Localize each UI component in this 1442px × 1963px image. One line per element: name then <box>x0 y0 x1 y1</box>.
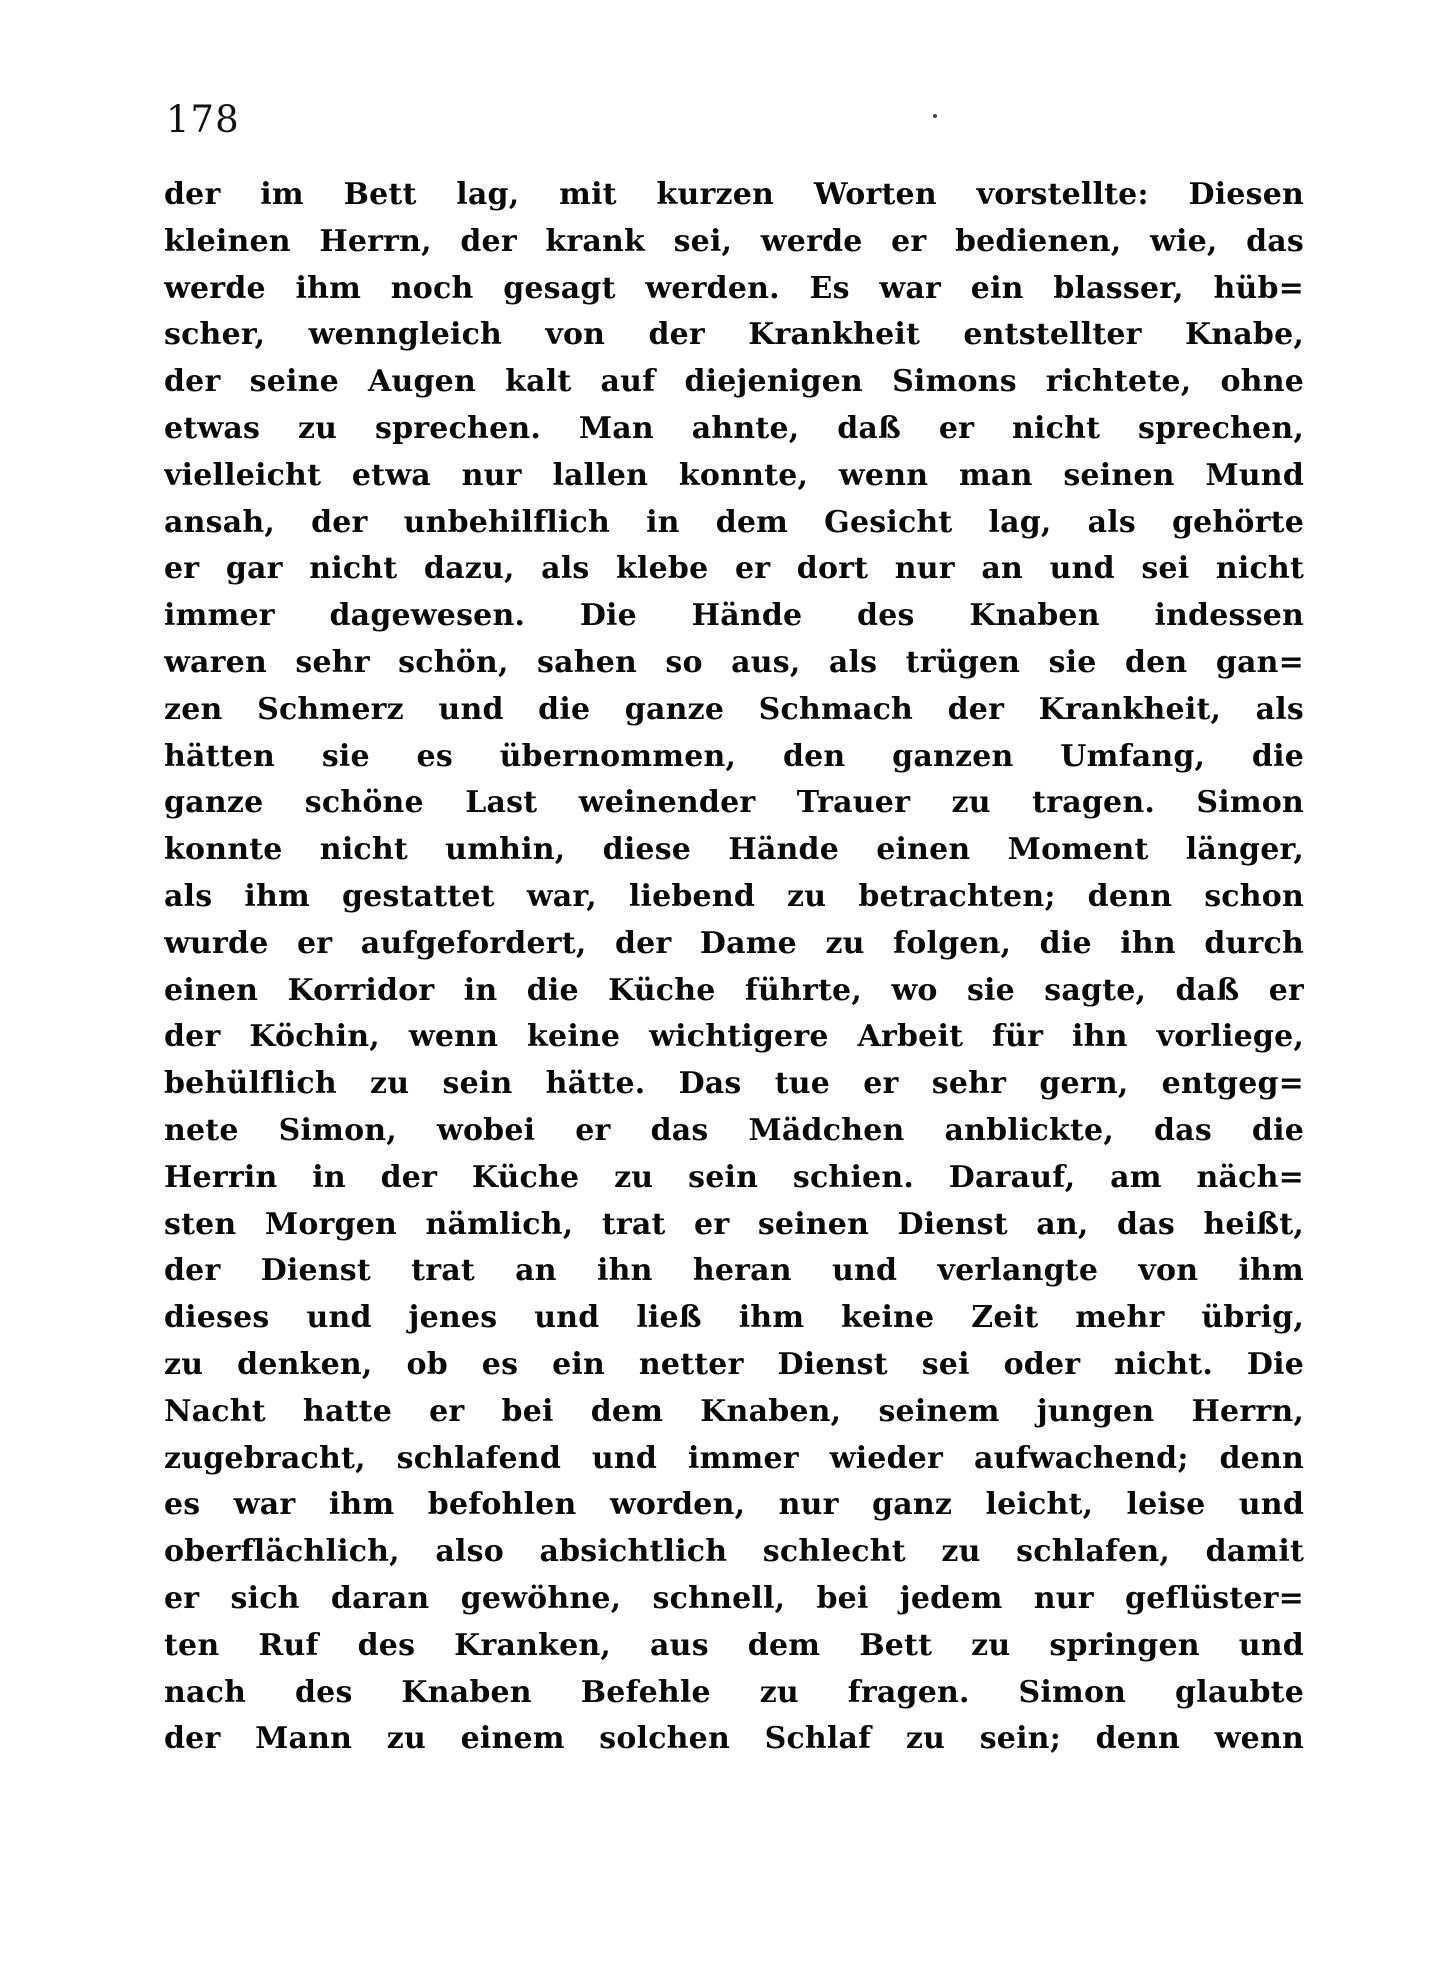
text-line: der Mann zu einem solchen Schlaf zu sein; denn wenn <box>164 1721 1304 1757</box>
text-line: einen Korridor in die Küche führte, wo sie sagte, daß er <box>164 972 1304 1008</box>
text-line: ansah, der unbehilflich in dem Gesicht lag, als gehörte <box>164 504 1304 540</box>
text-line: waren sehr schön, sahen so aus, als trügen sie den gan= <box>164 644 1304 680</box>
text-line: vielleicht etwa nur lallen konnte, wenn man seinen Mund <box>164 457 1304 493</box>
text-line: werde ihm noch gesagt werden. Es war ein blasser, hüb= <box>164 270 1304 306</box>
text-line: ten Ruf des Kranken, aus dem Bett zu springen und <box>164 1627 1304 1663</box>
text-line: Nacht hatte er bei dem Knaben, seinem jungen Herrn, <box>164 1393 1304 1429</box>
text-line: hätten sie es übernommen, den ganzen Umfang, die <box>164 738 1304 774</box>
text-line: zu denken, ob es ein netter Dienst sei oder nicht. Die <box>164 1346 1304 1382</box>
text-line: immer dagewesen. Die Hände des Knaben indessen <box>164 598 1304 634</box>
text-line: ganze schöne Last weinender Trauer zu tragen. Simon <box>164 785 1304 821</box>
text-line: Herrin in der Küche zu sein schien. Darauf, am näch= <box>164 1159 1304 1195</box>
text-line: der seine Augen kalt auf diejenigen Simons richtete, ohne <box>164 364 1304 400</box>
text-line: der Köchin, wenn keine wichtigere Arbeit für ihn vorliege, <box>164 1019 1304 1055</box>
text-line: nach des Knaben Befehle zu fragen. Simon glaubte <box>164 1674 1304 1710</box>
text-line: zugebracht, schlafend und immer wieder aufwachend; denn <box>164 1440 1304 1476</box>
text-line: scher, wenngleich von der Krankheit entstellter Knabe, <box>164 317 1304 353</box>
text-line: zen Schmerz und die ganze Schmach der Krankheit, als <box>164 691 1304 727</box>
text-line: etwas zu sprechen. Man ahnte, daß er nicht sprechen, <box>164 410 1304 446</box>
text-line: behülflich zu sein hätte. Das tue er sehr gern, entgeg= <box>164 1066 1304 1102</box>
text-line: konnte nicht umhin, diese Hände einen Moment länger, <box>164 832 1304 868</box>
text-line: nete Simon, wobei er das Mädchen anblickte, das die <box>164 1112 1304 1148</box>
page-number: 178 <box>166 98 240 141</box>
text-line: oberflächlich, also absichtlich schlecht zu schlafen, damit <box>164 1534 1304 1570</box>
text-line: es war ihm befohlen worden, nur ganz leicht, leise und <box>164 1487 1304 1523</box>
text-line: er sich daran gewöhne, schnell, bei jedem nur geflüster= <box>164 1580 1304 1616</box>
scan-speck <box>933 114 937 118</box>
text-line: wurde er aufgefordert, der Dame zu folgen, die ihn durch <box>164 925 1304 961</box>
text-line: dieses und jenes und ließ ihm keine Zeit mehr übrig, <box>164 1300 1304 1336</box>
text-line: sten Morgen nämlich, trat er seinen Dienst an, das heißt, <box>164 1206 1304 1242</box>
text-line: als ihm gestattet war, liebend zu betrachten; denn schon <box>164 878 1304 914</box>
text-line: er gar nicht dazu, als klebe er dort nur an und sei nicht <box>164 551 1304 587</box>
page-text <box>164 172 1304 1763</box>
text-line: der im Bett lag, mit kurzen Worten vorstellte: Diesen <box>164 177 1304 212</box>
text-line: der Dienst trat an ihn heran und verlangte von ihm <box>164 1253 1304 1289</box>
text-line: kleinen Herrn, der krank sei, werde er bedienen, wie, das <box>164 223 1304 259</box>
